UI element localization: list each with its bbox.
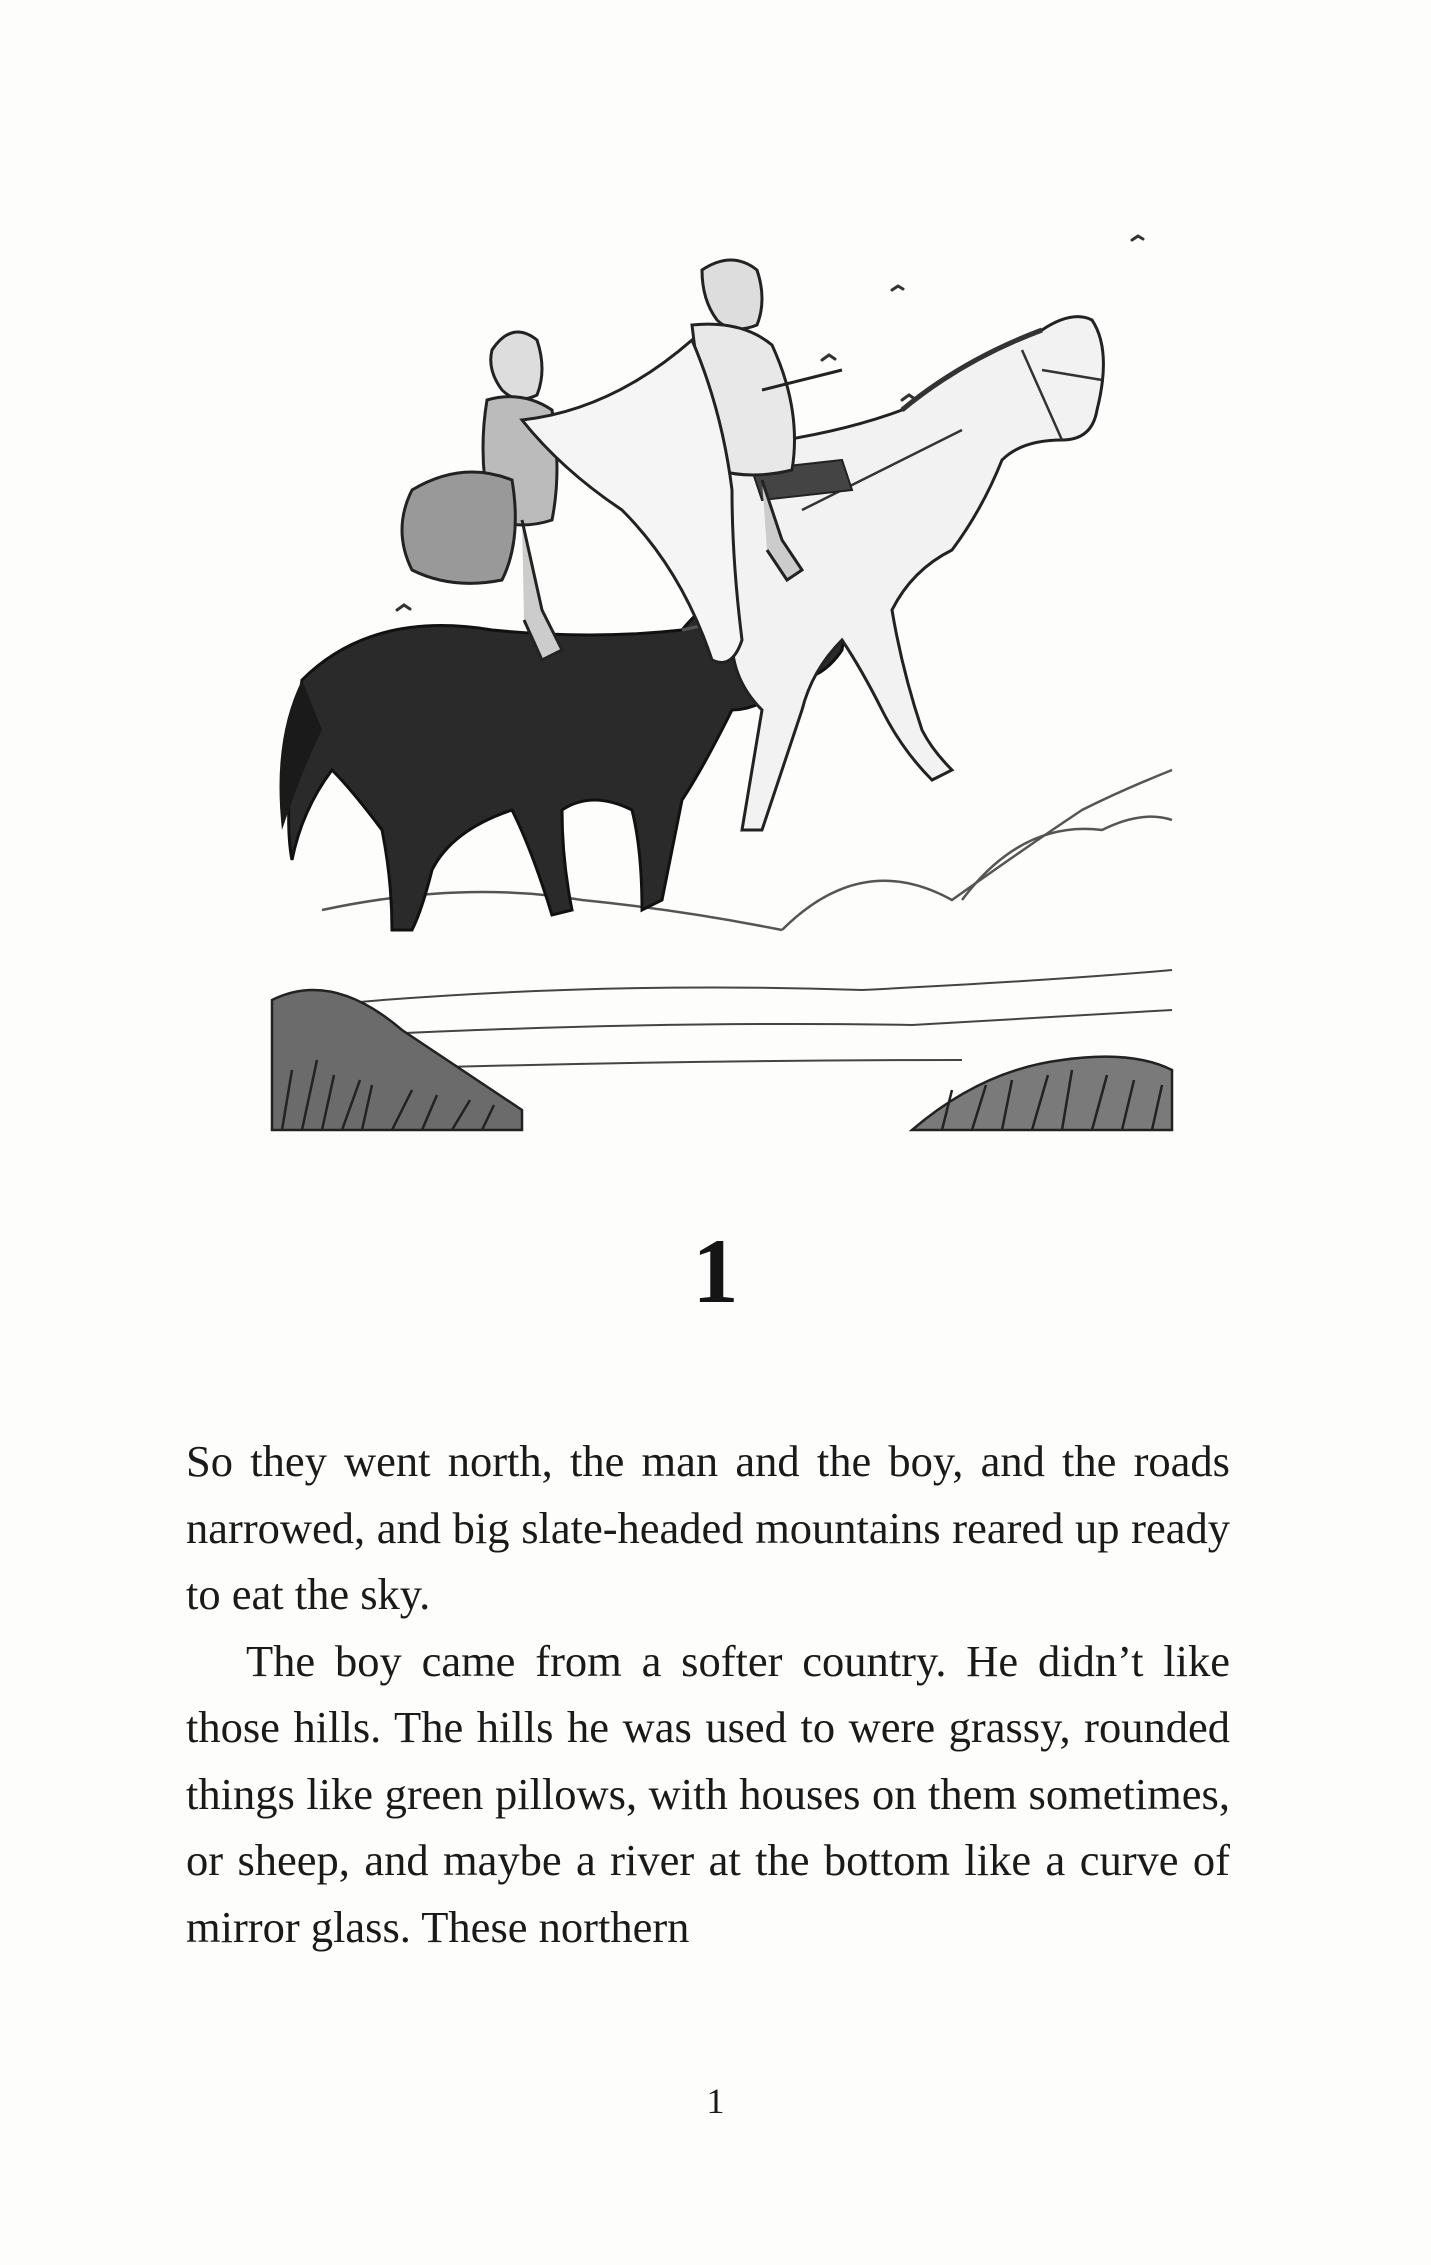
foreground-grass (272, 990, 1172, 1130)
chapter-text (186, 1428, 1230, 1960)
paragraph-2: The boy came from a softer country. He didn’t like those hills. The hills he was used to were grassy, rounded things like green pillows, with houses on them sometimes, or sheep, and maybe a river at the bottom like a curve of mirror glass. These northern (186, 1635, 1230, 1952)
page-number: 1 (706, 2081, 725, 2121)
chapter-number: 1 (692, 1220, 739, 1322)
riders-on-horseback-drawing (262, 210, 1182, 1140)
chapter-illustration (262, 210, 1182, 1140)
paragraph-1: So they went north, the man and the boy, and the roads narrowed, and big slate-headed mountains reared up ready to eat the sky. (186, 1436, 1230, 1619)
boy-rider (402, 332, 622, 660)
